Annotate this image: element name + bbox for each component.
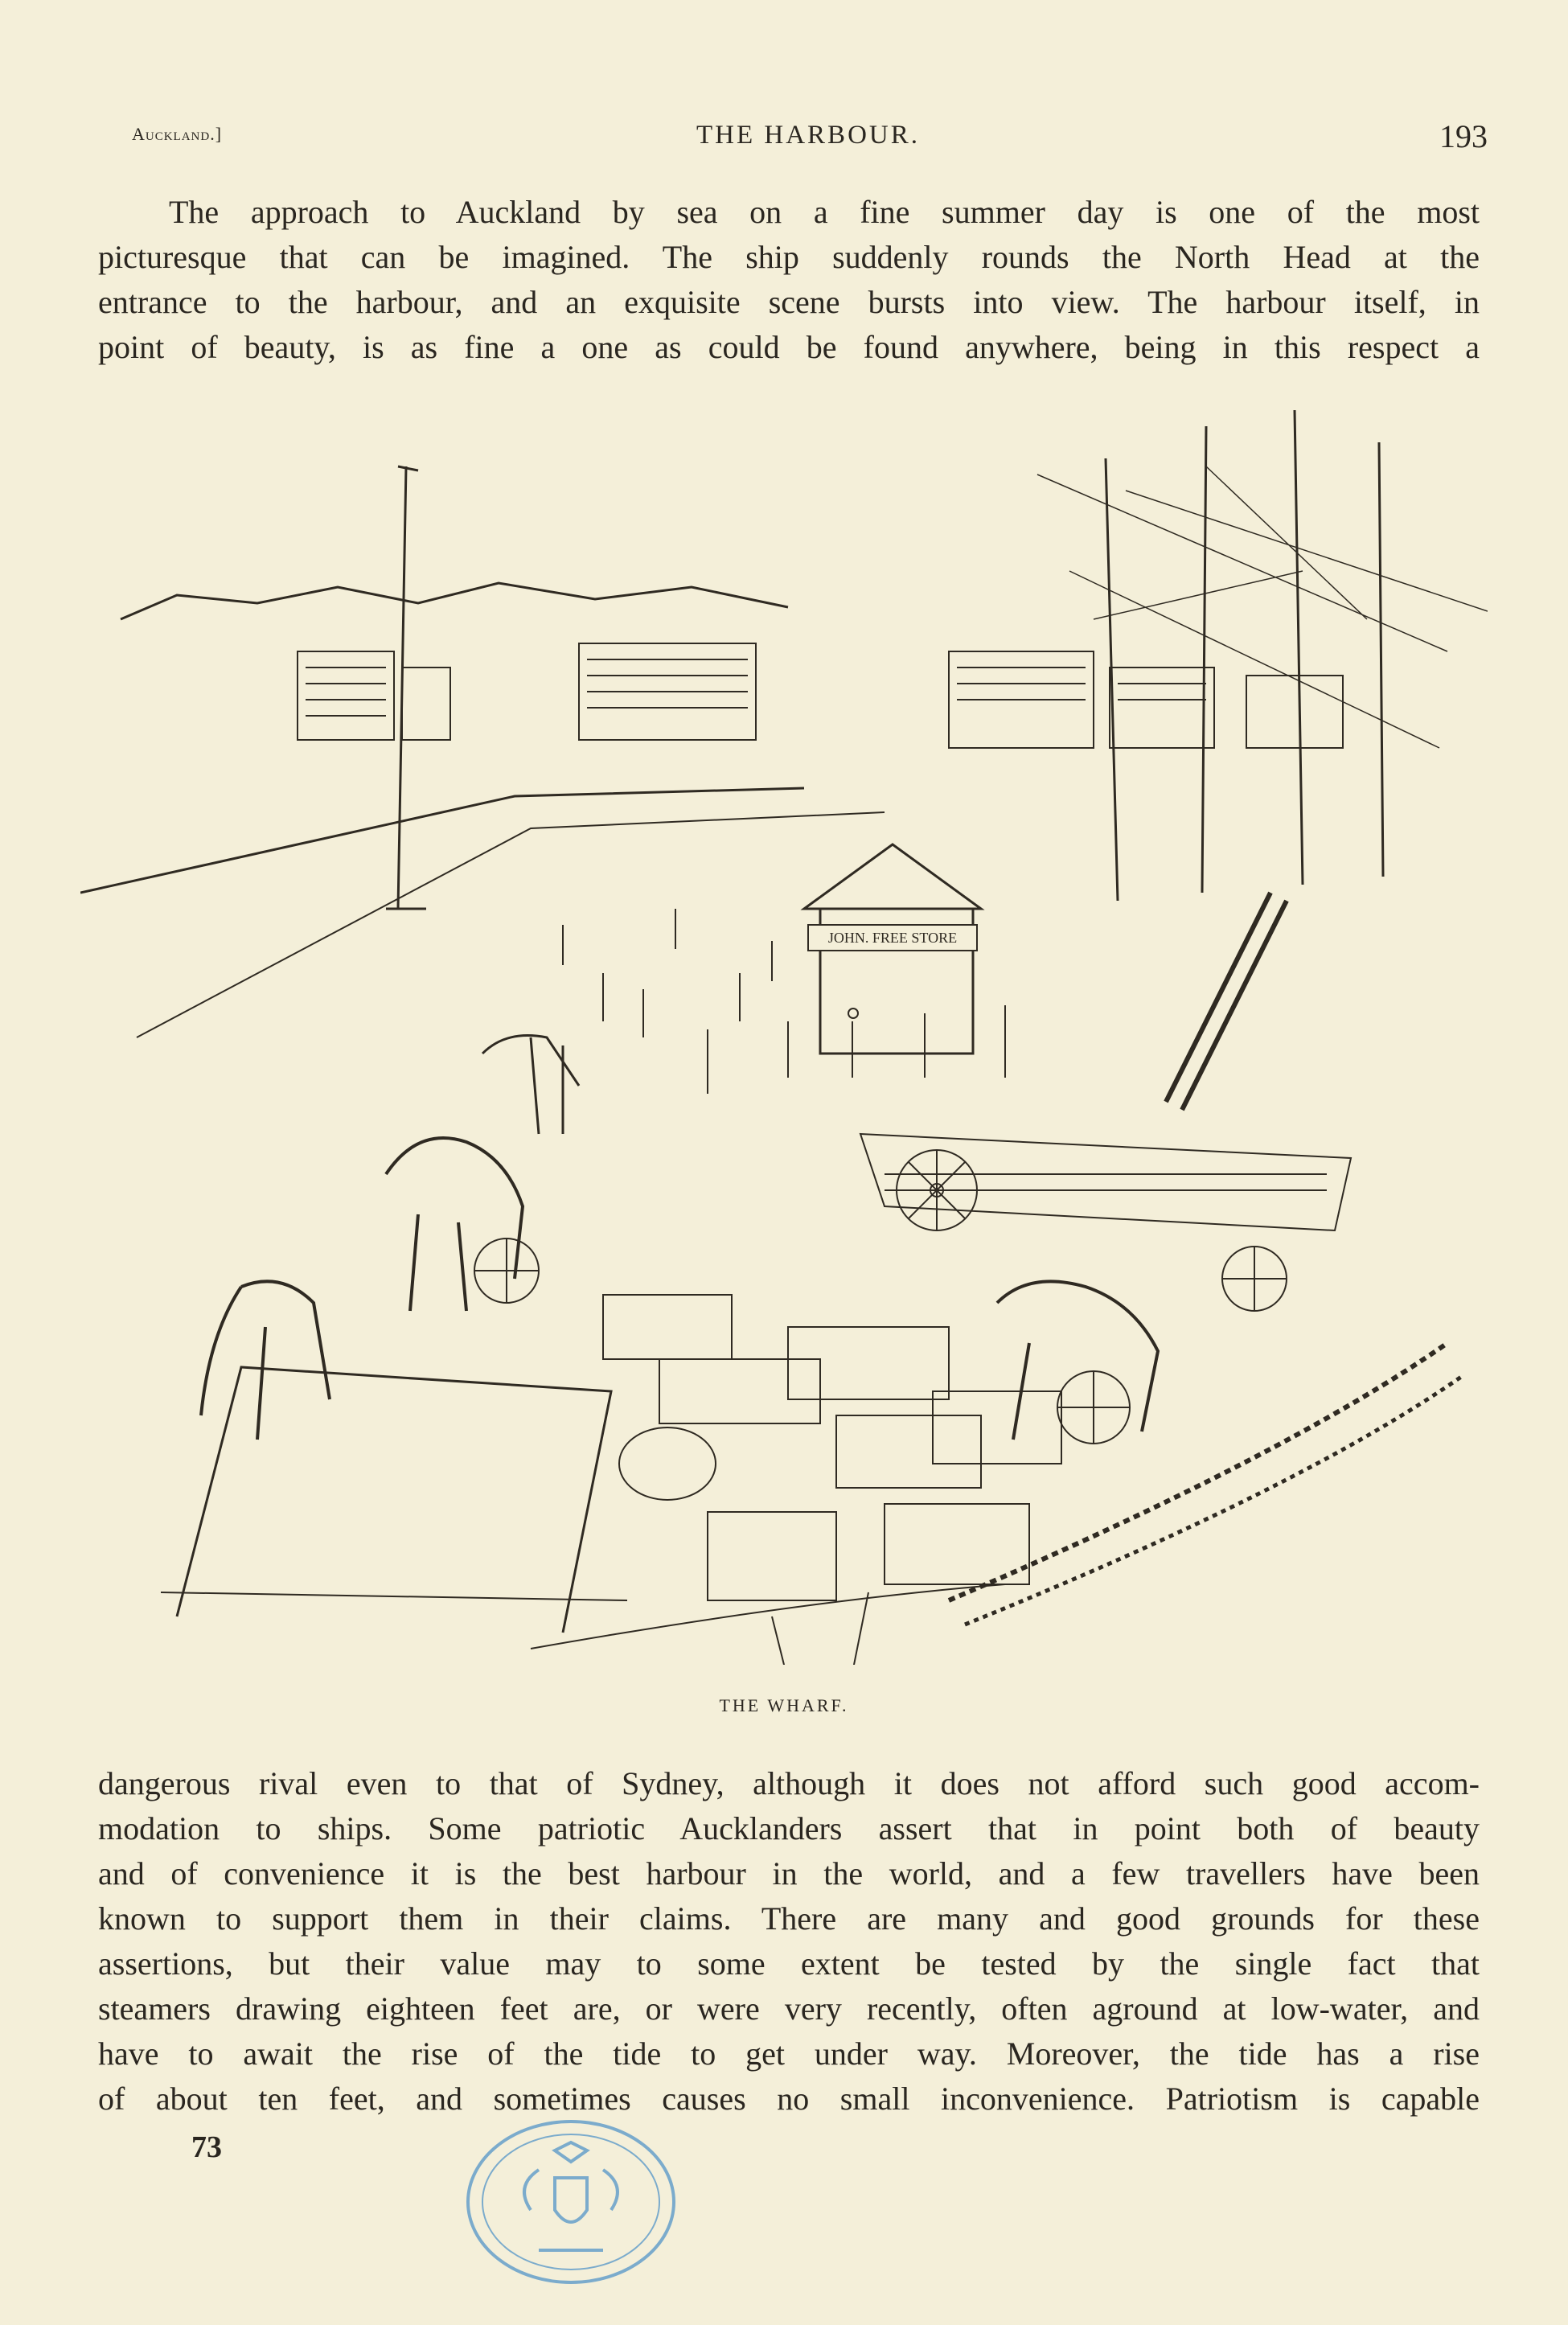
text-line: dangerous rival even to that of Sydney, although it does not afford such good accom-: [98, 1765, 1480, 1801]
text-line: assertions, but their value may to some extent be tested by the single fact that: [98, 1945, 1480, 1982]
text-line: entrance to the harbour, and an exquisite scene bursts into view. The harbour itself, in: [98, 284, 1480, 320]
running-head-title: THE HARBOUR.: [696, 121, 920, 150]
text-line: point of beauty, is as fine a one as could be found anywhere, being in this respect a: [98, 329, 1480, 365]
text-line: modation to ships. Some patriotic Aucklanders assert that in point both of beauty: [98, 1810, 1480, 1846]
text-line: of about ten feet, and sometimes causes no small inconvenience. Patriotism is capable: [98, 2081, 1480, 2117]
shop-sign-text: JOHN. FREE STORE: [827, 930, 958, 946]
paragraph-bottom: [98, 1761, 1480, 2122]
text-line: picturesque that can be imagined. The ship suddenly rounds the North Head at the: [98, 239, 1480, 275]
text-line: known to support them in their claims. There are many and good grounds for these: [98, 1900, 1480, 1937]
text-line: steamers drawing eighteen feet are, or were very recently, often aground at low-water, and: [98, 1990, 1480, 2027]
paragraph-top: [98, 190, 1480, 370]
running-head-section: Auckland.]: [132, 124, 223, 144]
wharf-illustration: [80, 410, 1488, 1665]
text-line: have to await the rise of the tide to get under way. Moreover, the tide has a rise: [98, 2035, 1480, 2072]
page-number: 193: [1439, 118, 1488, 154]
signature-mark: 73: [191, 2130, 222, 2164]
british-museum-stamp-icon: [458, 2113, 683, 2290]
text-line: and of convenience it is the best harbour in the world, and a few travellers have been: [98, 1855, 1480, 1892]
wharf-engraving: [80, 410, 1488, 1665]
library-stamp: [458, 2113, 683, 2290]
text-line: The approach to Auckland by sea on a fine summer day is one of the most: [169, 194, 1480, 230]
figure-caption: THE WHARF.: [719, 1695, 849, 1715]
running-head: [129, 118, 1488, 161]
